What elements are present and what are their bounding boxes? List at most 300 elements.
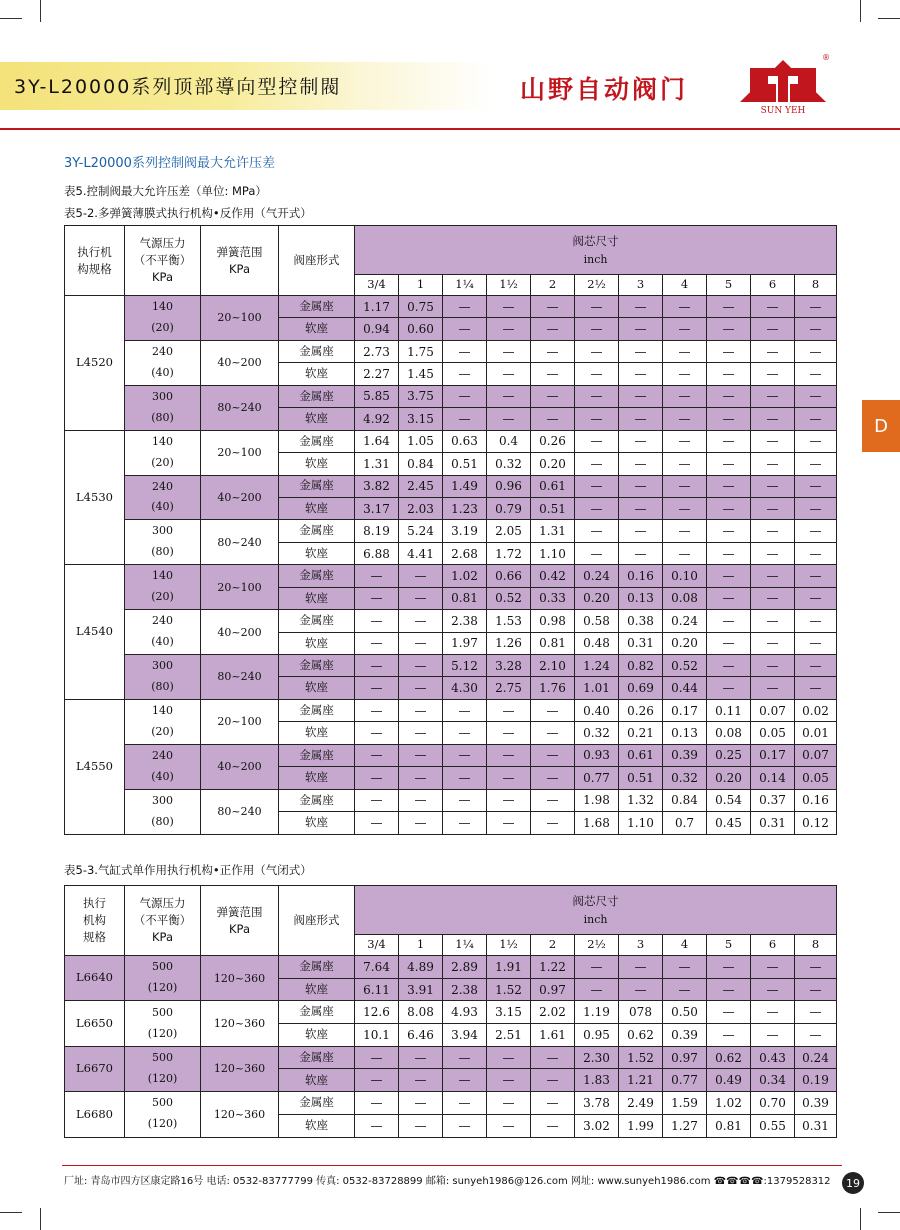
seat-type: 软座 (279, 767, 355, 789)
pressure-diff-value: — (531, 296, 575, 318)
pressure-diff-value: 3.19 (443, 520, 487, 542)
pressure-diff-value: — (795, 677, 837, 699)
pressure-diff-value: 0.61 (619, 744, 663, 766)
pressure-diff-value: — (487, 812, 531, 834)
pressure-diff-value: 0.98 (531, 610, 575, 632)
actuator-model: L4550 (65, 699, 125, 834)
pressure-diff-value: 0.4 (487, 430, 531, 452)
pressure-diff-value: — (399, 587, 443, 609)
size-header: 3 (619, 935, 663, 956)
pressure-diff-value: 1.61 (531, 1024, 575, 1047)
pressure-diff-value: — (663, 520, 707, 542)
supply-pressure (125, 744, 201, 789)
pressure-diff-value: — (795, 956, 837, 979)
pressure-diff-value: 2.30 (575, 1046, 619, 1069)
pressure-diff-value: 0.93 (575, 744, 619, 766)
pressure-diff-value: — (487, 408, 531, 430)
pressure-diff-value: 0.81 (443, 587, 487, 609)
pressure-diff-value: 1.72 (487, 542, 531, 564)
seat-type: 软座 (279, 453, 355, 475)
table-row (65, 296, 837, 318)
pressure-diff-value: 0.33 (531, 587, 575, 609)
pressure-diff-value: 0.32 (487, 453, 531, 475)
pressure-diff-value: 10.1 (355, 1024, 399, 1047)
seat-type: 金属座 (279, 789, 355, 811)
pressure-unbalanced: (20) (151, 590, 174, 604)
pressure-diff-value: 1.31 (531, 520, 575, 542)
table-row (65, 1092, 837, 1115)
pressure-diff-value: — (707, 542, 751, 564)
table-row (65, 475, 837, 497)
pressure-diff-value: — (795, 587, 837, 609)
header-line: 弹簧范围 (216, 244, 263, 259)
pressure-diff-value: 1.31 (355, 453, 399, 475)
pressure-diff-value: 0.12 (795, 812, 837, 834)
seat-type: 金属座 (279, 610, 355, 632)
size-header: 1¼ (443, 935, 487, 956)
sun-yeh-logo (738, 50, 830, 120)
pressure-diff-value: — (575, 520, 619, 542)
pressure-diff-value: — (751, 318, 795, 340)
core-size-label: 阀芯尺寸 (572, 893, 619, 908)
pressure-diff-value: 2.03 (399, 497, 443, 519)
pressure-diff-value: — (531, 385, 575, 407)
seat-type: 金属座 (279, 744, 355, 766)
pressure-diff-value: 0.70 (751, 1092, 795, 1115)
header-line: （不平衡） (133, 913, 192, 928)
pressure-value: 140 (152, 300, 173, 314)
pressure-diff-value: 1.02 (443, 565, 487, 587)
pressure-value: 300 (152, 389, 173, 403)
pressure-diff-value: 2.73 (355, 340, 399, 362)
pressure-diff-value: 0.50 (663, 1001, 707, 1024)
pressure-diff-value: — (707, 475, 751, 497)
pressure-diff-value: 0.44 (663, 677, 707, 699)
pressure-value: 240 (152, 344, 173, 358)
spring-range: 120~360 (201, 1092, 279, 1137)
spring-range: 40~200 (201, 340, 279, 385)
spring-range: 80~240 (201, 385, 279, 430)
pressure-diff-value: — (663, 385, 707, 407)
seat-type: 金属座 (279, 565, 355, 587)
pressure-diff-value: 0.40 (575, 699, 619, 721)
pressure-diff-value: — (663, 318, 707, 340)
pressure-diff-value: — (443, 296, 487, 318)
pressure-diff-value: — (663, 475, 707, 497)
pressure-value: 500 (152, 1096, 173, 1110)
pressure-diff-value: 0.24 (575, 565, 619, 587)
header-spring (201, 226, 279, 296)
pressure-diff-value: — (443, 699, 487, 721)
seat-type: 金属座 (279, 340, 355, 362)
pressure-diff-value: — (531, 363, 575, 385)
header-line: 规格 (83, 929, 106, 944)
pressure-diff-value: — (443, 1069, 487, 1092)
size-header: 6 (751, 935, 795, 956)
pressure-diff-value: — (619, 497, 663, 519)
pressure-diff-value: — (531, 699, 575, 721)
pressure-diff-value: — (443, 385, 487, 407)
pressure-diff-value: 2.45 (399, 475, 443, 497)
pressure-diff-value: — (751, 1024, 795, 1047)
pressure-diff-value: — (707, 385, 751, 407)
table-caption-main: 表5.控制阀最大允许压差（单位: MPa） (64, 184, 267, 198)
pressure-diff-value: — (575, 296, 619, 318)
header-line: 执行机 (77, 244, 112, 259)
pressure-diff-value: 0.81 (531, 632, 575, 654)
pressure-diff-value: 0.97 (663, 1046, 707, 1069)
pressure-diff-value: 1.68 (575, 812, 619, 834)
pressure-value: 240 (152, 614, 173, 628)
pressure-diff-value: — (619, 408, 663, 430)
pressure-diff-value: — (795, 632, 837, 654)
pressure-diff-value: — (751, 542, 795, 564)
pressure-diff-value: 0.08 (707, 722, 751, 744)
pressure-diff-value: — (399, 789, 443, 811)
pressure-diff-value: 1.19 (575, 1001, 619, 1024)
pressure-diff-value: — (619, 363, 663, 385)
header-seat: 阀座形式 (279, 226, 355, 296)
spring-range: 120~360 (201, 1046, 279, 1091)
pressure-diff-value: — (707, 655, 751, 677)
pressure-diff-value: — (751, 453, 795, 475)
pressure-diff-value: 0.43 (751, 1046, 795, 1069)
table2-caption: 表5-3.气缸式单作用执行机构•正作用（气闭式） (64, 863, 312, 877)
pressure-diff-value: 1.52 (487, 978, 531, 1001)
actuator-model: L6640 (65, 956, 125, 1001)
pressure-value: 140 (152, 703, 173, 717)
pressure-diff-value: 0.20 (707, 767, 751, 789)
pressure-diff-value: — (795, 453, 837, 475)
pressure-diff-value: 8.19 (355, 520, 399, 542)
core-size-unit: inch (583, 912, 608, 926)
pressure-diff-value: 1.76 (531, 677, 575, 699)
pressure-diff-value: — (355, 789, 399, 811)
pressure-diff-value: — (707, 453, 751, 475)
pressure-diff-value: — (751, 956, 795, 979)
table1-caption: 表5-2.多弹簧薄膜式执行机构•反作用（气开式） (64, 206, 312, 220)
pressure-unbalanced: (20) (151, 455, 174, 469)
pressure-diff-value: 1.27 (663, 1114, 707, 1137)
pressure-diff-value: 0.31 (619, 632, 663, 654)
pressure-diff-value: — (707, 1001, 751, 1024)
pressure-diff-value: — (795, 565, 837, 587)
pressure-diff-value: — (531, 812, 575, 834)
pressure-diff-value: 0.84 (399, 453, 443, 475)
size-header: 2 (531, 935, 575, 956)
brand-name: 山野自动阀门 (520, 75, 689, 104)
table-row (65, 430, 837, 452)
size-header: 3 (619, 275, 663, 296)
pressure-diff-value: 0.10 (663, 565, 707, 587)
header-line: 构规格 (77, 261, 112, 276)
pressure-diff-value: 1.21 (619, 1069, 663, 1092)
pressure-diff-value: 1.64 (355, 430, 399, 452)
pressure-diff-value: 0.62 (619, 1024, 663, 1047)
pressure-diff-value: 0.52 (487, 587, 531, 609)
header-line: KPa (228, 921, 250, 936)
pressure-diff-value: — (399, 1069, 443, 1092)
pressure-diff-value: 2.05 (487, 520, 531, 542)
pressure-diff-value: 0.58 (575, 610, 619, 632)
pressure-diff-value: 0.66 (487, 565, 531, 587)
size-header: 1½ (487, 275, 531, 296)
pressure-diff-value: — (443, 722, 487, 744)
pressure-diff-value: — (663, 497, 707, 519)
pressure-diff-value: — (663, 956, 707, 979)
pressure-diff-value: 0.16 (619, 565, 663, 587)
pressure-diff-value: — (707, 497, 751, 519)
pressure-diff-value: 1.01 (575, 677, 619, 699)
pressure-diff-value: — (399, 1114, 443, 1137)
crop-mark (860, 1208, 861, 1230)
pressure-diff-value: 3.78 (575, 1092, 619, 1115)
pressure-diff-value: — (355, 767, 399, 789)
pressure-diff-value: — (399, 655, 443, 677)
pressure-diff-value: 3.82 (355, 475, 399, 497)
pressure-diff-value: — (531, 767, 575, 789)
pressure-diff-value: — (751, 587, 795, 609)
pressure-diff-value: 3.15 (399, 408, 443, 430)
pressure-diff-value: 2.38 (443, 978, 487, 1001)
pressure-diff-value: — (707, 565, 751, 587)
pressure-diff-value: — (487, 340, 531, 362)
supply-pressure (125, 430, 201, 475)
pressure-diff-value: — (619, 956, 663, 979)
pressure-diff-value: 1.10 (531, 542, 575, 564)
pressure-diff-value: 0.05 (751, 722, 795, 744)
pressure-diff-value: 0.62 (707, 1046, 751, 1069)
header-line: 气源压力 (139, 236, 186, 251)
pressure-diff-value: — (443, 340, 487, 362)
pressure-diff-value: 4.93 (443, 1001, 487, 1024)
pressure-value: 500 (152, 960, 173, 974)
pressure-diff-value: 4.89 (399, 956, 443, 979)
pressure-diff-value: 0.07 (795, 744, 837, 766)
size-header: 3/4 (355, 935, 399, 956)
pressure-unbalanced: (80) (151, 814, 174, 828)
pressure-diff-value: — (795, 363, 837, 385)
pressure-diff-value: — (707, 296, 751, 318)
supply-pressure (125, 340, 201, 385)
spring-range: 80~240 (201, 655, 279, 700)
pressure-diff-value: — (399, 1046, 443, 1069)
supply-pressure (125, 655, 201, 700)
pressure-diff-value: — (575, 956, 619, 979)
pressure-diff-value: — (795, 408, 837, 430)
header-line: KPa (228, 261, 250, 276)
spring-range: 120~360 (201, 1001, 279, 1046)
pressure-diff-value: 1.83 (575, 1069, 619, 1092)
seat-type: 软座 (279, 632, 355, 654)
seat-type: 软座 (279, 1024, 355, 1047)
table-cylinder-actuator (64, 885, 837, 1138)
supply-pressure (125, 520, 201, 565)
pressure-unbalanced: (80) (151, 410, 174, 424)
pressure-diff-value: 0.25 (707, 744, 751, 766)
pressure-diff-value: 3.17 (355, 497, 399, 519)
size-header: 2½ (575, 275, 619, 296)
crop-mark (878, 18, 900, 19)
pressure-diff-value: 0.13 (619, 587, 663, 609)
pressure-diff-value: 0.34 (751, 1069, 795, 1092)
table-row (65, 956, 837, 979)
pressure-diff-value: 0.20 (663, 632, 707, 654)
pressure-diff-value: — (399, 632, 443, 654)
pressure-diff-value: — (663, 296, 707, 318)
pressure-diff-value: 0.38 (619, 610, 663, 632)
pressure-diff-value: 2.89 (443, 956, 487, 979)
pressure-diff-value: — (795, 318, 837, 340)
pressure-diff-value: 2.68 (443, 542, 487, 564)
seat-type: 金属座 (279, 1001, 355, 1024)
pressure-diff-value: — (619, 520, 663, 542)
table-row (65, 789, 837, 811)
pressure-diff-value: 0.19 (795, 1069, 837, 1092)
pressure-unbalanced: (40) (151, 500, 174, 514)
pressure-diff-value: 8.08 (399, 1001, 443, 1024)
header-core-size (355, 886, 837, 935)
size-header: 2 (531, 275, 575, 296)
pressure-diff-value: 0.95 (575, 1024, 619, 1047)
pressure-diff-value: — (751, 296, 795, 318)
pressure-diff-value: — (707, 632, 751, 654)
pressure-diff-value: — (355, 610, 399, 632)
size-header: 8 (795, 935, 837, 956)
pressure-diff-value: — (751, 520, 795, 542)
pressure-diff-value: 2.49 (619, 1092, 663, 1115)
pressure-diff-value: — (619, 542, 663, 564)
pressure-diff-value: 1.91 (487, 956, 531, 979)
seat-type: 金属座 (279, 520, 355, 542)
pressure-diff-value: — (619, 430, 663, 452)
pressure-diff-value: — (751, 1001, 795, 1024)
seat-type: 软座 (279, 812, 355, 834)
pressure-diff-value: 6.11 (355, 978, 399, 1001)
seat-type: 软座 (279, 978, 355, 1001)
pressure-diff-value: — (707, 956, 751, 979)
section-tab-d[interactable]: D (862, 400, 900, 452)
pressure-diff-value: — (663, 453, 707, 475)
pressure-diff-value: 0.37 (751, 789, 795, 811)
pressure-diff-value: 0.60 (399, 318, 443, 340)
pressure-value: 140 (152, 434, 173, 448)
pressure-diff-value: — (355, 677, 399, 699)
pressure-diff-value: 0.17 (751, 744, 795, 766)
pressure-diff-value: 0.39 (795, 1092, 837, 1115)
supply-pressure (125, 1046, 201, 1091)
pressure-value: 240 (152, 479, 173, 493)
crop-mark (878, 1212, 900, 1213)
pressure-diff-value: — (487, 1069, 531, 1092)
pressure-diff-value: — (399, 699, 443, 721)
actuator-model: L6670 (65, 1046, 125, 1091)
pressure-diff-value: — (531, 744, 575, 766)
spring-range: 80~240 (201, 520, 279, 565)
pressure-diff-value: 0.17 (663, 699, 707, 721)
pressure-diff-value: — (531, 789, 575, 811)
pressure-diff-value: — (663, 978, 707, 1001)
pressure-diff-value: 1.53 (487, 610, 531, 632)
pressure-diff-value: — (531, 1069, 575, 1092)
pressure-diff-value: 6.46 (399, 1024, 443, 1047)
size-header: 5 (707, 275, 751, 296)
pressure-diff-value: — (575, 363, 619, 385)
pressure-diff-value: — (399, 812, 443, 834)
pressure-diff-value: — (707, 587, 751, 609)
pressure-diff-value: — (487, 722, 531, 744)
pressure-diff-value: 0.97 (531, 978, 575, 1001)
pressure-diff-value: — (575, 340, 619, 362)
actuator-model: L6650 (65, 1001, 125, 1046)
size-header: 1¼ (443, 275, 487, 296)
pressure-diff-value: 7.64 (355, 956, 399, 979)
pressure-diff-value: 0.01 (795, 722, 837, 744)
pressure-diff-value: 0.31 (795, 1114, 837, 1137)
pressure-diff-value: — (443, 408, 487, 430)
pressure-diff-value: 0.49 (707, 1069, 751, 1092)
pressure-diff-value: — (355, 632, 399, 654)
seat-type: 软座 (279, 587, 355, 609)
pressure-diff-value: 0.63 (443, 430, 487, 452)
table-row (65, 699, 837, 721)
pressure-diff-value: — (443, 1114, 487, 1137)
seat-type: 金属座 (279, 655, 355, 677)
pressure-diff-value: 0.75 (399, 296, 443, 318)
header-line: KPa (151, 269, 173, 284)
pressure-value: 300 (152, 524, 173, 538)
pressure-diff-value: 3.91 (399, 978, 443, 1001)
pressure-diff-value: — (531, 340, 575, 362)
pressure-diff-value: — (355, 744, 399, 766)
core-size-unit: inch (583, 252, 608, 266)
pressure-diff-value: — (355, 812, 399, 834)
pressure-diff-value: 078 (619, 1001, 663, 1024)
pressure-diff-value: 2.38 (443, 610, 487, 632)
pressure-diff-value: 1.97 (443, 632, 487, 654)
pressure-diff-value: — (751, 408, 795, 430)
pressure-diff-value: — (399, 744, 443, 766)
pressure-unbalanced: (120) (147, 1071, 178, 1085)
pressure-diff-value: 0.45 (707, 812, 751, 834)
size-header: 8 (795, 275, 837, 296)
table-row (65, 1046, 837, 1069)
seat-type: 金属座 (279, 699, 355, 721)
pressure-diff-value: 0.14 (751, 767, 795, 789)
table-row (65, 520, 837, 542)
footer-contact: 厂址: 青岛市四方区康定路16号 电话: 0532-83777799 传真: 0532-83728899 邮箱: sunyeh1986@126.com 网址: www.sunyeh1986.com ☎☎☎☎:13795283​12 (64, 1176, 831, 1187)
pressure-unbalanced: (80) (151, 679, 174, 693)
pressure-diff-value: — (795, 1024, 837, 1047)
seat-type: 软座 (279, 1114, 355, 1137)
actuator-model: L6680 (65, 1092, 125, 1137)
pressure-diff-value: 1.10 (619, 812, 663, 834)
seat-type: 金属座 (279, 296, 355, 318)
supply-pressure (125, 956, 201, 1001)
pressure-diff-value: 3.15 (487, 1001, 531, 1024)
pressure-diff-value: — (751, 430, 795, 452)
supply-pressure (125, 1092, 201, 1137)
pressure-diff-value: 0.54 (707, 789, 751, 811)
pressure-diff-value: — (663, 542, 707, 564)
seat-type: 金属座 (279, 1046, 355, 1069)
pressure-diff-value: — (707, 363, 751, 385)
pressure-diff-value: 0.05 (795, 767, 837, 789)
pressure-diff-value: — (619, 475, 663, 497)
pressure-diff-value: — (751, 677, 795, 699)
size-header: 4 (663, 935, 707, 956)
section-heading: 3Y-L20000系列控制阀最大允许压差 (64, 156, 275, 171)
